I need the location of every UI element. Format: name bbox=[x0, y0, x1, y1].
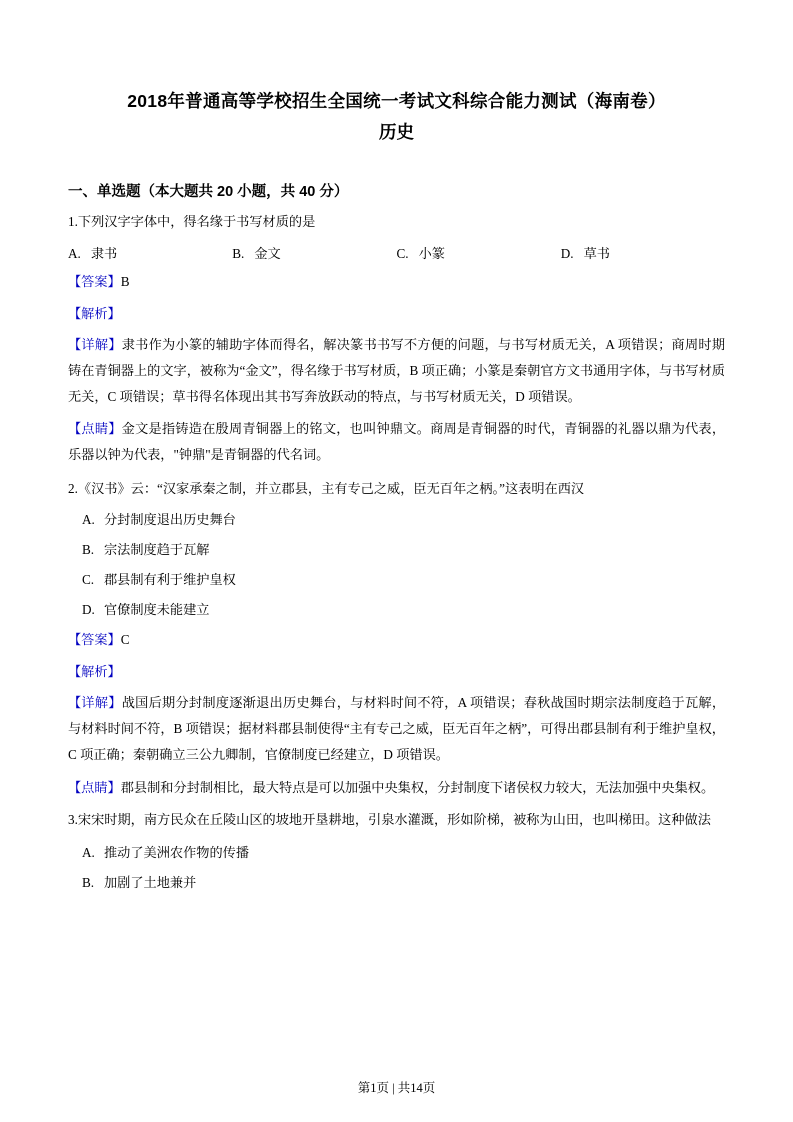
choice-text: 宗法制度趋于瓦解 bbox=[104, 542, 210, 558]
point-tag: 【点睛】 bbox=[68, 779, 121, 795]
analysis-line bbox=[68, 661, 725, 683]
detail-tag: 【详解】 bbox=[68, 695, 122, 711]
analysis-tag: 【解析】 bbox=[68, 305, 121, 321]
answer-line bbox=[68, 271, 725, 293]
detail-text: 隶书作为小篆的辅助字体而得名，解决篆书书写不方便的问题，与书写材质无关，A 项错误；商周时期铸在青铜器上的文字，被称为“金文”，得名缘于书写材质，B 项正确；小篆是秦朝官方文书通用字体，与书写材质无关，C 项错误；草书得名体现出其书写奔放跃动的特点，与书写材质无关，D 项错误。 bbox=[68, 337, 726, 404]
choice-option[interactable] bbox=[232, 243, 396, 262]
point-paragraph bbox=[68, 416, 725, 467]
point-text: 金文是指铸造在殷周青铜器上的铭文，也叫钟鼎文。商周是青铜器的时代，青铜器的礼器以鼎为代表，乐器以钟为代表，"钟鼎"是青铜器的代名词。 bbox=[68, 421, 726, 463]
choice-option[interactable] bbox=[397, 243, 561, 262]
analysis-tag: 【解析】 bbox=[68, 663, 121, 679]
page-title: 2018年普通高等学校招生全国统一考试文科综合能力测试（海南卷） bbox=[127, 91, 666, 111]
choice-option[interactable] bbox=[68, 872, 725, 893]
choice-label: A. bbox=[68, 246, 81, 262]
choice-label: A. bbox=[82, 511, 95, 527]
question-stem: 1.下列汉字字体中，得名缘于书写材质的是 bbox=[68, 214, 316, 230]
choice-option[interactable] bbox=[561, 243, 725, 262]
answer-tag: 【答案】 bbox=[68, 274, 121, 290]
choice-option[interactable] bbox=[68, 243, 232, 262]
answer-tag: 【答案】 bbox=[68, 632, 121, 648]
page-subtitle: 历史 bbox=[379, 122, 414, 143]
detail-tag: 【详解】 bbox=[68, 337, 122, 353]
detail-text: 战国后期分封制度逐渐退出历史舞台，与材料时间不符，A 项错误；春秋战国时期宗法制度趋于瓦解，与材料时间不符，B 项错误；据材料郡县制使得“主有专己之威，臣无百年之柄”，可得出郡县制有利于维护皇权，C 项正确；秦朝确立三公九卿制，官僚制度已经建立，D 项错误。 bbox=[68, 695, 726, 762]
section-heading: 一、单选题（本大题共 20 小题，共 40 分） bbox=[68, 184, 349, 201]
detail-paragraph bbox=[68, 690, 725, 767]
choice-label: D. bbox=[560, 246, 574, 262]
choice-text: 隶书 bbox=[90, 246, 118, 262]
point-paragraph bbox=[68, 775, 725, 801]
choice-label: C. bbox=[82, 572, 95, 588]
choice-text: 官僚制度未能建立 bbox=[104, 602, 210, 618]
choice-option[interactable] bbox=[68, 569, 725, 590]
question-stem: 2.《汉书》云：“汉家承秦之制，并立郡县，主有专己之威，臣无百年之柄。”这表明在西汉 bbox=[68, 480, 585, 496]
question-choices-inline bbox=[68, 243, 725, 262]
choice-label: B. bbox=[232, 246, 245, 262]
choice-text: 草书 bbox=[583, 246, 610, 262]
choice-label: C. bbox=[396, 246, 409, 262]
choice-text: 金文 bbox=[254, 246, 281, 262]
answer-value: B bbox=[120, 274, 130, 290]
answer-value: C bbox=[120, 632, 130, 648]
choice-text: 分封制度退出历史舞台 bbox=[104, 511, 236, 527]
choice-text: 推动了美洲农作物的传播 bbox=[104, 845, 250, 861]
point-text: 郡县制和分封制相比，最大特点是可以加强中央集权，分封制度下诸侯权力较大，无法加强中央集权。 bbox=[120, 779, 715, 795]
choice-text: 郡县制有利于维护皇权 bbox=[104, 572, 236, 588]
choice-label: D. bbox=[82, 602, 95, 618]
answer-line bbox=[68, 629, 725, 651]
choice-option[interactable] bbox=[68, 539, 725, 560]
analysis-line bbox=[68, 303, 725, 325]
page-footer: 第1页 | 共14页 bbox=[357, 1081, 436, 1095]
question-stem: 3.宋宋时期，南方民众在丘陵山区的坡地开垦耕地，引泉水灌溉，形如阶梯，被称为山田，也叫梯田。这种做法 bbox=[68, 812, 711, 828]
detail-paragraph bbox=[68, 332, 725, 409]
choice-option[interactable] bbox=[68, 599, 725, 620]
choice-option[interactable] bbox=[68, 509, 725, 530]
choice-text: 小篆 bbox=[418, 246, 445, 262]
choice-option[interactable] bbox=[68, 842, 725, 863]
choice-label: B. bbox=[82, 542, 95, 558]
choice-text: 加剧了土地兼并 bbox=[104, 875, 197, 891]
choice-label: A. bbox=[82, 845, 95, 861]
point-tag: 【点睛】 bbox=[68, 421, 122, 437]
choice-label: B. bbox=[82, 875, 95, 891]
